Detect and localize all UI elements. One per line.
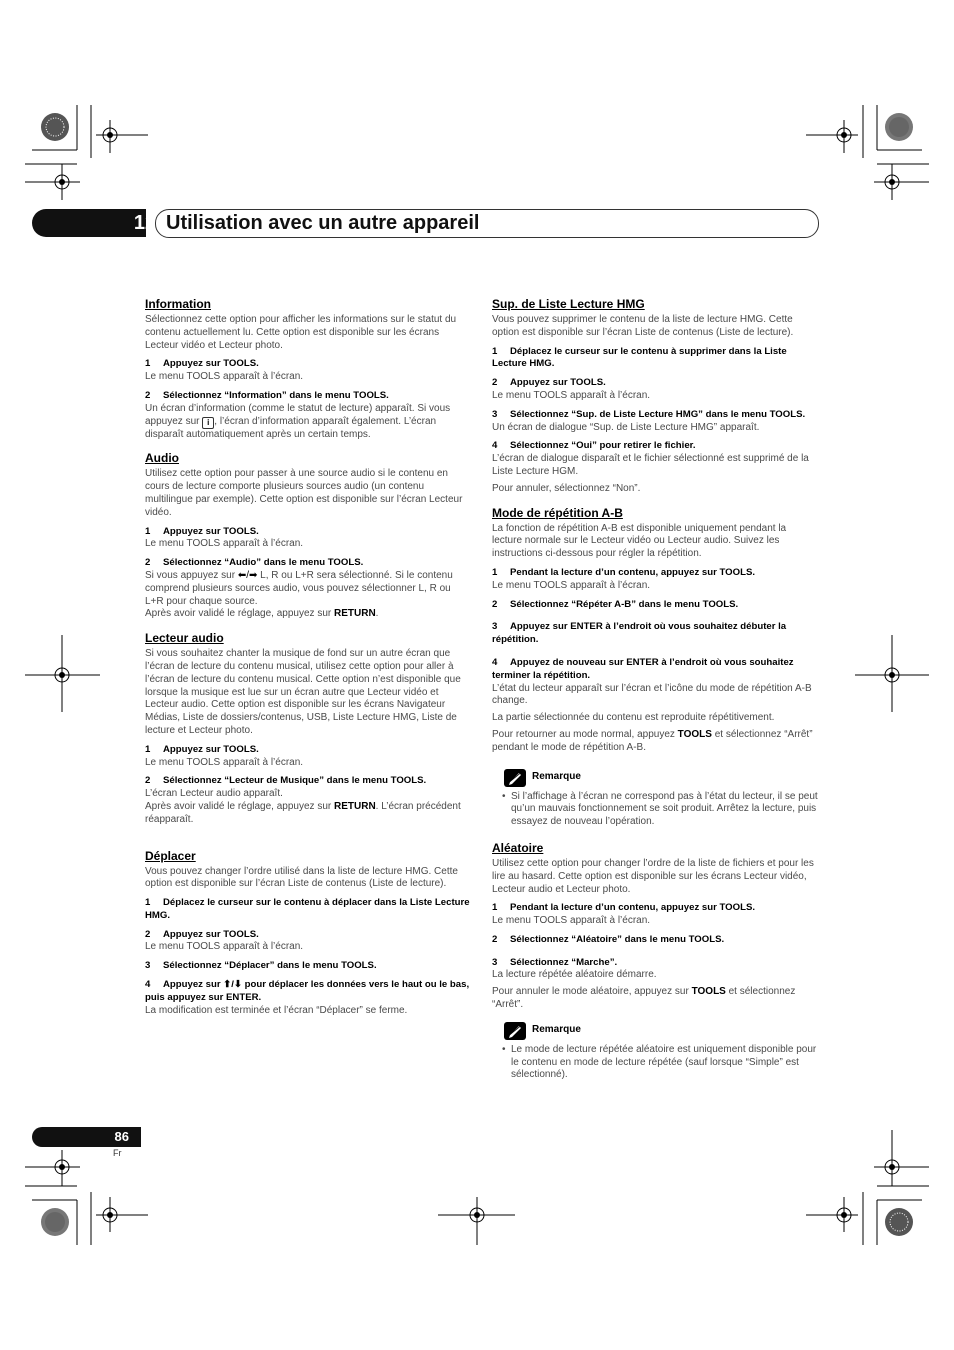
step-text: Pour retourner au mode normal, appuyez TOOLS et sélectionnez “Arrêt” pendant le mode de répétition A-B.: [492, 728, 813, 753]
step-text: La lecture répétée aléatoire démarre.: [492, 969, 657, 981]
step: 4 Sélectionnez “Oui” pour retirer le fichier.: [492, 440, 696, 452]
page-number: 86: [114, 1129, 129, 1144]
section-intro: Si vous souhaitez chanter la musique de fond sur un autre écran que l’écran de lecture du contenu musical, utilisez cette option pour aller à l’écran de lecture du contenu musical. Cette option n’est disponible que lorsque la musique est lue sur un écran autre que Lecteur vidéo et Lecteur audio. Cette option est disponible sur les écrans Navigateur Médias, Liste de dossiers/contenus, USB, Liste Lecture HMG, Liste de lecture et Lecteur photo.: [145, 648, 461, 736]
step-text: Après avoir validé le réglage, appuyez sur RETURN. L’écran précédent réapparaît.: [145, 800, 461, 825]
note-box: [492, 769, 818, 829]
step-text: L’écran Lecteur audio apparaît.: [145, 788, 283, 800]
section-repeat-ab: [492, 506, 818, 829]
step: 3 Appuyez sur ENTER à l’endroit où vous souhaitez débuter la répétition.: [492, 621, 787, 646]
step: 3 Sélectionnez “Déplacer” dans le menu TOOLS.: [145, 960, 377, 972]
step: 2 Appuyez sur TOOLS.: [492, 377, 606, 389]
step-text: L’écran de dialogue disparaît et le fichier sélectionné est supprimé de la Liste Lecture HGM.: [492, 453, 809, 477]
chapter-number: 12: [133, 212, 157, 234]
step: 1 Appuyez sur TOOLS.: [145, 743, 259, 755]
section-title: Information: [145, 297, 211, 311]
step: 1 Appuyez sur TOOLS.: [145, 525, 259, 537]
section-audio: [145, 451, 471, 621]
note-box: [492, 1022, 818, 1082]
section-intro: Utilisez cette option pour changer l’ordre de la liste de fichiers et pour les lire au hasard. Cette option est disponible sur les écrans Lecteur vidéo, Lecteur audio et Lecteur photo.: [492, 857, 814, 895]
step-text: Le menu TOOLS apparaît à l’écran.: [492, 579, 651, 591]
section-intro: Sélectionnez cette option pour afficher les informations sur le statut du contenu actuellement lu. Cette option est disponible sur les écrans Lecteur vidéo et Lecteur photo.: [145, 314, 457, 351]
section-title: Aléatoire: [492, 840, 544, 855]
note-bullet: • Le mode de lecture répétée aléatoire est uniquement disponible pour le contenu en mode de lecture répétée (sauf lorsque “Simple” est sélectionné).: [502, 1043, 817, 1081]
step: 2 Sélectionnez “Répéter A-B” dans le menu TOOLS.: [492, 598, 739, 610]
step-text: Le menu TOOLS apparaît à l’écran.: [145, 756, 304, 768]
section-intro: Vous pouvez supprimer le contenu de la liste de lecture HMG. Cette option est disponible sur l’écran Liste de contenus (Liste de lecture).: [492, 314, 794, 338]
section-sup-liste: [492, 297, 818, 496]
left-right-arrow-icon: ⬅/➡: [237, 569, 258, 581]
section-intro: Utilisez cette option pour passer à une source audio si le contenu en cours de lecture comporte plusieurs sources audio (un contenu multilingue par exemple). Cette option est disponible sur l’écran Lecteur vidéo.: [145, 468, 463, 518]
step: 2 Sélectionnez “Lecteur de Musique” dans le menu TOOLS.: [145, 775, 427, 787]
step: 1 Pendant la lecture d’un contenu, appuyez sur TOOLS.: [492, 902, 756, 914]
section-deplacer: [145, 849, 471, 1018]
step-text: Le menu TOOLS apparaît à l’écran.: [492, 915, 651, 927]
section-lecteur-audio: [145, 631, 471, 826]
chapter-title: Utilisation avec un autre appareil: [166, 212, 480, 234]
step: 4 Appuyez de nouveau sur ENTER à l’endroit où vous souhaitez terminer la répétition.: [492, 656, 794, 681]
step-text: Après avoir validé le réglage, appuyez sur RETURN.: [145, 608, 379, 620]
chapter-header: [155, 209, 819, 238]
note-label: Remarque: [532, 1024, 581, 1036]
note-pencil-icon: [504, 769, 526, 787]
section-title: Sup. de Liste Lecture HMG: [492, 297, 645, 311]
up-down-arrow-icon: ⬆/⬇: [223, 979, 242, 991]
step-text: Le menu TOOLS apparaît à l’écran.: [492, 389, 651, 401]
step: 1 Déplacez le curseur sur le contenu à supprimer dans la Liste Lecture HMG.: [492, 345, 787, 370]
section-intro: Vous pouvez changer l’ordre utilisé dans la liste de lecture HMG. Cette option est disponible sur l’écran Liste de contenus (Liste de lecture).: [145, 865, 458, 890]
section-intro: La fonction de répétition A-B est disponible uniquement pendant la lecture normale sur le Lecteur vidéo ou Lecteur audio. Suivez les instructions ci-dessous pour régler la répétition.: [492, 522, 787, 560]
section-aleatoire: [492, 841, 818, 1082]
note-label: Remarque: [532, 771, 581, 783]
step: 3 Sélectionnez “Sup. de Liste Lecture HMG” dans le menu TOOLS.: [492, 408, 806, 420]
section-title: Déplacer: [145, 848, 196, 863]
step-text: Le menu TOOLS apparaît à l’écran.: [145, 941, 304, 953]
note-pencil-icon: [504, 1022, 526, 1040]
step-text: L’état du lecteur apparaît sur l’écran et l’icône du mode de répétition A-B change.: [492, 682, 812, 707]
note-bullet: • Si l’affichage à l’écran ne correspond pas à l’état du lecteur, il se peut qu’un mauvais fonctionnement se soit produit. Arrêtez la lecture, puis essayez de nouveau l’opération.: [502, 790, 818, 828]
step: 4 Appuyez sur ⬆/⬇ pour déplacer les données vers le haut ou le bas, puis appuyez sur ENTER.: [145, 979, 470, 1003]
chapter-tab: [32, 209, 157, 237]
step-text: Si vous appuyez sur ⬅/➡ L, R ou L+R sera sélectionné. Si le contenu comprend plusieurs sources audio, vous pouvez sélectionner L, R ou L+R pour chaque source.: [145, 569, 453, 607]
step-text: Un écran de dialogue “Sup. de Liste Lecture HMG” apparaît.: [492, 421, 760, 433]
step-text: Le menu TOOLS apparaît à l’écran.: [145, 538, 304, 550]
page-number-tab: [32, 1127, 141, 1147]
section-information: [145, 297, 471, 441]
step: 2 Sélectionnez “Audio” dans le menu TOOLS.: [145, 557, 364, 569]
step-text: Pour annuler, sélectionnez “Non”.: [492, 482, 641, 494]
step: 2 Sélectionnez “Information” dans le menu TOOLS.: [145, 389, 389, 401]
right-column: [492, 297, 818, 1092]
step: 1 Appuyez sur TOOLS.: [145, 358, 259, 370]
step-text: Pour annuler le mode aléatoire, appuyez sur TOOLS et sélectionnez “Arrêt”.: [492, 986, 796, 1011]
section-title: Lecteur audio: [145, 631, 224, 646]
step: 3 Sélectionnez “Marche”.: [492, 956, 618, 968]
left-column: [145, 297, 471, 1027]
info-button-icon: i: [202, 417, 214, 429]
section-title: Audio: [145, 451, 179, 466]
section-title: Mode de répétition A-B: [492, 505, 623, 520]
step-text: Le menu TOOLS apparaît à l’écran.: [145, 371, 304, 383]
step: 2 Sélectionnez “Aléatoire” dans le menu TOOLS.: [492, 933, 725, 945]
step: 1 Pendant la lecture d’un contenu, appuyez sur TOOLS.: [492, 566, 756, 578]
step: 1 Déplacez le curseur sur le contenu à déplacer dans la Liste Lecture HMG.: [145, 897, 470, 921]
step: 2 Appuyez sur TOOLS.: [145, 928, 259, 940]
language-code: Fr: [113, 1148, 122, 1158]
step-text: Un écran d’information (comme le statut de lecture) apparaît. Si vous appuyez sur i , l’écran d’information apparaît également. L’écran disparaît automatiquement après un certain temps.: [145, 402, 451, 440]
step-text: La modification est terminée et l’écran “Déplacer” se ferme.: [145, 1004, 408, 1016]
step-text: La partie sélectionnée du contenu est reproduite répétitivement.: [492, 712, 775, 724]
